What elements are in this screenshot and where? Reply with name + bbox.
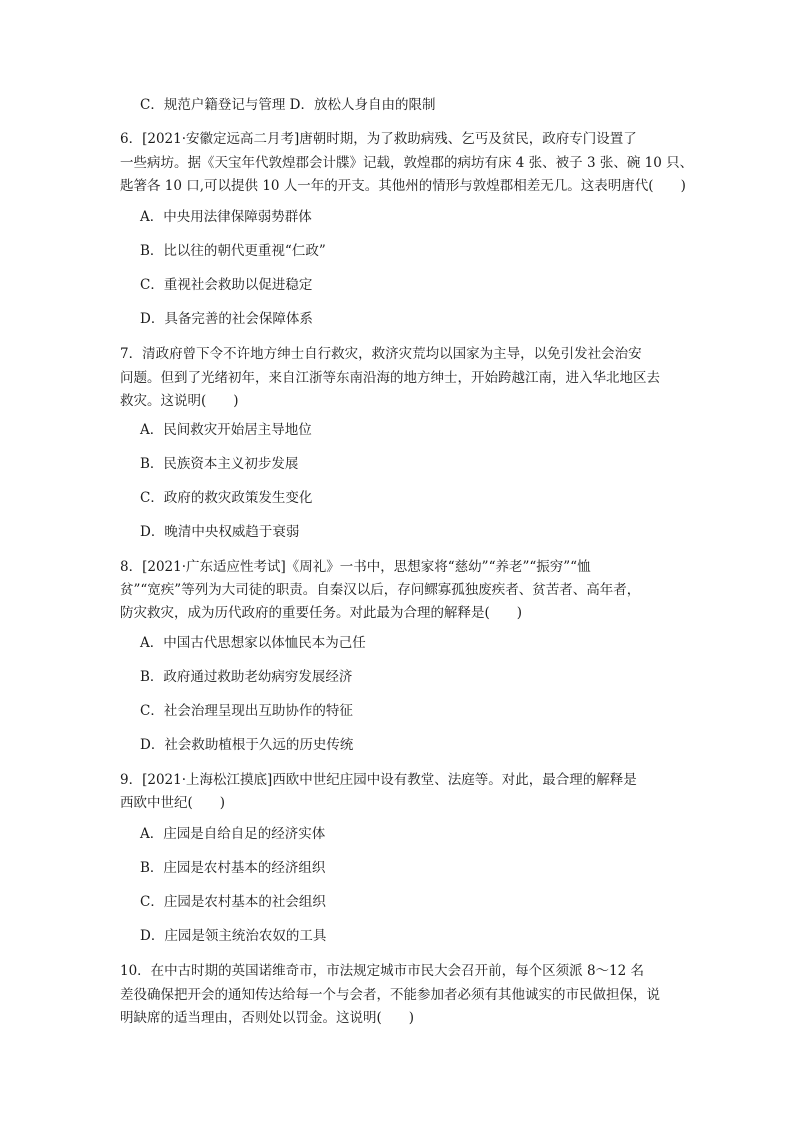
question-9-line-2: 西欧中世纪( ): [120, 795, 226, 811]
question-7-line-2: 问题。但到了光绪初年，来自江浙等东南沿海的地方绅士，开始跨越江南，进入华北地区去: [120, 370, 660, 386]
option-c-q9: C．庄园是农村基本的社会组织: [140, 894, 326, 910]
option-a-q6: A．中央用法律保障弱势群体: [140, 209, 312, 225]
question-6-line-3: 匙箸各 10 口,可以提供 10 人一年的开支。其他州的情形与敦煌郡相差无几。这表明唐代( ): [120, 178, 686, 194]
option-a-q7: A．民间救灾开始居主导地位: [140, 422, 312, 438]
question-6-line-1: 6．[2021·安徽定远高二月考]唐朝时期，为了救助病残、乞丐及贫民，政府专门设置了: [120, 131, 637, 147]
option-a-q8: A．中国古代思想家以体恤民本为己任: [140, 635, 366, 651]
option-d-q9: D．庄园是领主统治农奴的工具: [140, 928, 327, 944]
question-8-line-1: 8．[2021·广东适应性考试]《周礼》一书中，思想家将“慈幼”“养老”“振穷”“恤: [120, 559, 591, 575]
question-10-line-3: 明缺席的适当理由，否则处以罚金。这说明( ): [120, 1010, 415, 1026]
option-c-q5: C．规范户籍登记与管理 D．放松人身自由的限制: [140, 97, 436, 113]
question-6-line-2: 一些病坊。据《天宝年代敦煌郡会计牒》记载，敦煌郡的病坊有床 4 张、被子 3 张、碗 10 只、: [120, 155, 694, 171]
option-b-q9: B．庄园是农村基本的经济组织: [140, 860, 326, 876]
option-b-q7: B．民族资本主义初步发展: [140, 456, 299, 472]
option-c-q7: C．政府的救灾政策发生变化: [140, 490, 313, 506]
question-10-line-1: 10．在中古时期的英国诺维奇市，市法规定城市市民大会召开前，每个区须派 8～12 名: [120, 963, 645, 979]
option-d-q6: D．具备完善的社会保障体系: [140, 311, 313, 327]
question-8-line-3: 防灾救灾，成为历代政府的重要任务。对此最为合理的解释是( ): [120, 605, 523, 621]
question-10-line-2: 差役确保把开会的通知传达给每一个与会者，不能参加者必须有其他诚实的市民做担保，说: [120, 987, 660, 1003]
option-d-q7: D．晚清中央权威趋于衰弱: [140, 524, 300, 540]
option-c-q6: C．重视社会救助以促进稳定: [140, 277, 313, 293]
question-7-line-1: 7．清政府曾下令不许地方绅士自行救灾，救济灾荒均以国家为主导，以免引发社会治安: [120, 346, 642, 362]
question-9-line-1: 9．[2021·上海松江摸底]西欧中世纪庄园中设有教堂、法庭等。对此，最合理的解释是: [120, 772, 637, 788]
option-d-q8: D．社会救助植根于久远的历史传统: [140, 737, 354, 753]
question-8-line-2: 贫”“宽疾”等列为大司徒的职责。自秦汉以后，存问鳏寡孤独废疾者、贫苦者、高年者，: [120, 582, 641, 598]
question-7-line-3: 救灾。这说明( ): [120, 393, 239, 409]
option-c-q8: C．社会治理呈现出互助协作的特征: [140, 703, 353, 719]
option-b-q8: B．政府通过救助老幼病穷发展经济: [140, 669, 353, 685]
option-b-q6: B．比以往的朝代更重视“仁政”: [140, 243, 326, 259]
option-a-q9: A．庄园是自给自足的经济实体: [140, 826, 326, 842]
